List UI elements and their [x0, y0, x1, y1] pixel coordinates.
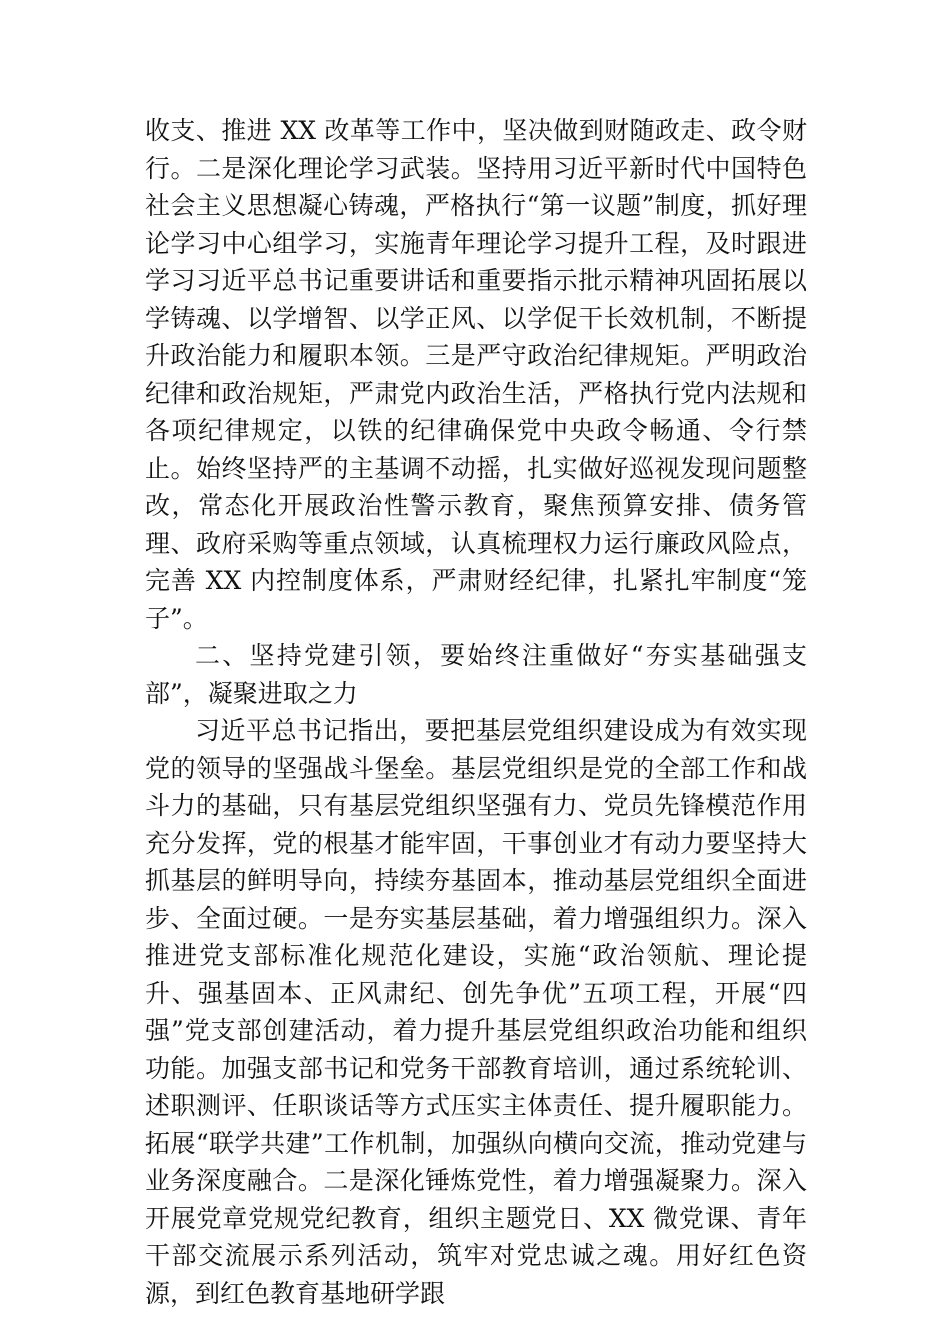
section-heading-2: 二、坚持党建引领，要始终注重做好“夯实基础强支部”，凝聚进取之力 — [145, 641, 807, 708]
body-paragraph-2: 习近平总书记指出，要把基层党组织建设成为有效实现党的领导的坚强战斗堡垒。基层党组织是党的全部工作和战斗力的基础，只有基层党组织坚强有力、党员先锋模范作用充分发挥，党的根基才能牢固，干事创业才有动力要坚持大抓基层的鲜明导向，持续夯基固本，推动基层党组织全面进步、全面过硬。一是夯实基层基础，着力增强组织力。深入推进党支部标准化规范化建设，实施“政治领航、理论提升、强基固本、正风肃纪、创先争优”五项工程，开展“四强”党支部创建活动，着力提升基层党组织政治功能和组织功能。加强支部书记和党务干部教育培训，通过系统轮训、述职测评、任职谈话等方式压实主体责任、提升履职能力。拓展“联学共建”工作机制，加强纵向横向交流，推动党建与业务深度融合。二是深化锤炼党性，着力增强凝聚力。深入开展党章党规党纪教育，组织主题党日、XX 微党课、青年干部交流展示系列活动，筑牢对党忠诚之魂。用好红色资源，到红色教育基地研学跟 — [145, 716, 807, 1308]
document-body — [145, 112, 807, 1312]
body-paragraph-1: 收支、推进 XX 改革等工作中，坚决做到财随政走、政令财行。二是深化理论学习武装。坚持用习近平新时代中国特色社会主义思想凝心铸魂，严格执行“第一议题”制度，抓好理论学习中心组学习，实施青年理论学习提升工程，及时跟进学习习近平总书记重要讲话和重要指示批示精神巩固拓展以学铸魂、以学增智、以学正风、以学促干长效机制，不断提升政治能力和履职本领。三是严守政治纪律规矩。严明政治纪律和政治规矩，严肃党内政治生活，严格执行党内法规和各项纪律规定，以铁的纪律确保党中央政令畅通、令行禁止。始终坚持严的主基调不动摇，扎实做好巡视发现问题整改，常态化开展政治性警示教育，聚焦预算安排、债务管理、政府采购等重点领域，认真梳理权力运行廉政风险点，完善 XX 内控制度体系，严肃财经纪律，扎紧扎牢制度“笼子”。 — [145, 116, 807, 633]
